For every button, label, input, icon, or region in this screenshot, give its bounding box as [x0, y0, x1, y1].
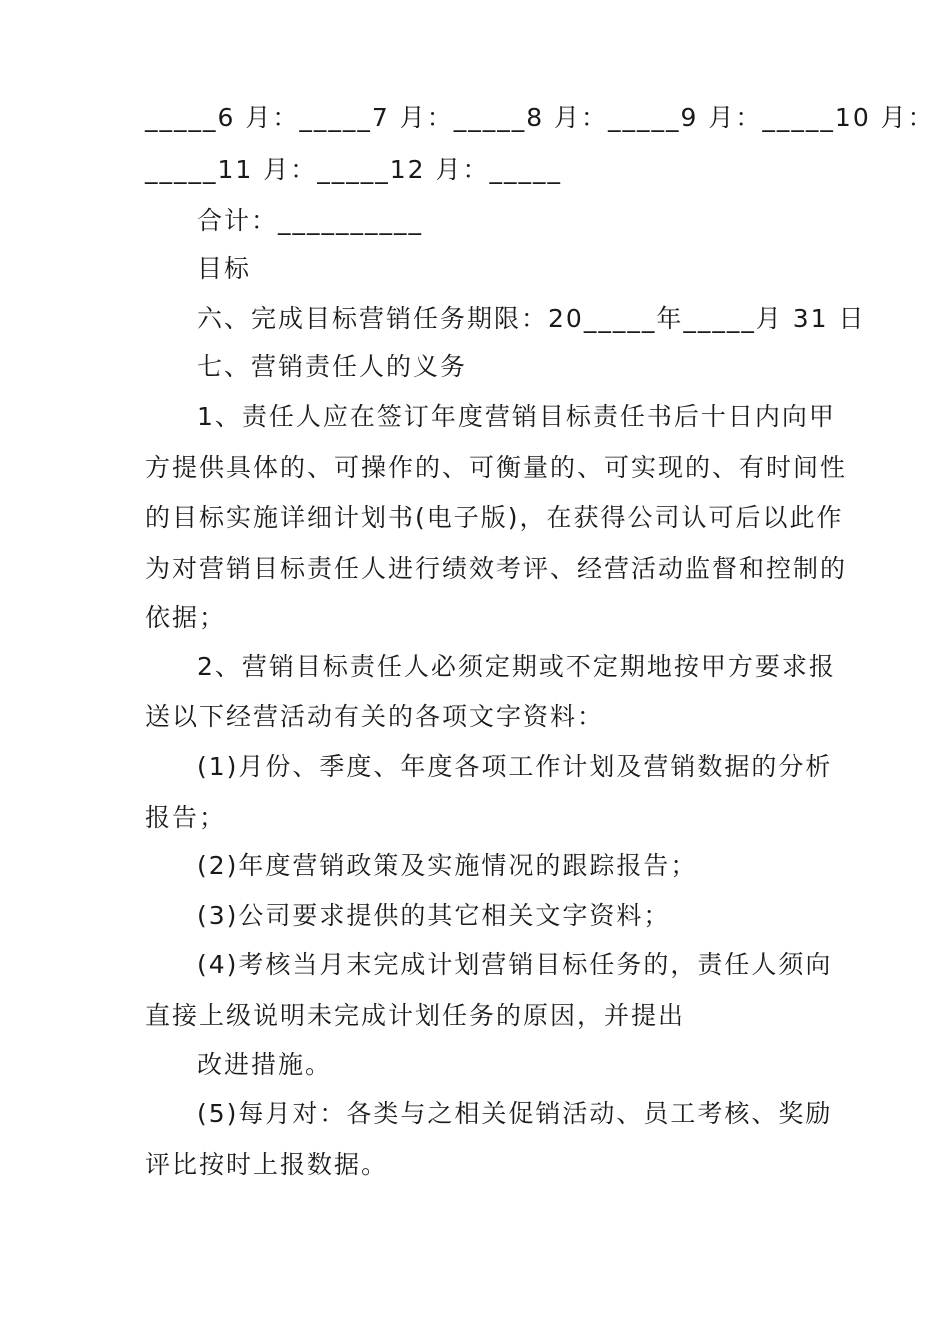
text-line: 依据；: [145, 603, 227, 632]
text-line: 直接上级说明未完成计划任务的原因，并提出: [145, 1001, 686, 1030]
text-line: 为对营销目标责任人进行绩效考评、经营活动监督和控制的: [145, 554, 848, 583]
text-line: 送以下经营活动有关的各项文字资料：: [145, 702, 605, 731]
section-heading: 七、营销责任人的义务: [197, 352, 468, 381]
text-line: _____11 月：_____12 月：_____: [145, 155, 563, 184]
text-line: 2、营销目标责任人必须定期或不定期地按甲方要求报: [197, 652, 836, 681]
list-item: (1)月份、季度、年度各项工作计划及营销数据的分析: [197, 752, 833, 781]
text-line: 改进措施。: [197, 1050, 333, 1079]
text-line: 合计：__________: [197, 206, 424, 235]
list-item: (3)公司要求提供的其它相关文字资料；: [197, 901, 671, 930]
list-item: (5)每月对：各类与之相关促销活动、员工考核、奖励: [197, 1099, 833, 1128]
text-line: 目标: [197, 254, 252, 283]
text-line: 六、完成目标营销任务期限：20_____年_____月 31 日: [197, 304, 866, 333]
list-item: (2)年度营销政策及实施情况的跟踪报告；: [197, 851, 698, 880]
text-line: _____6 月：_____7 月：_____8 月：_____9 月：_____10 月：: [145, 103, 935, 132]
text-line: 方提供具体的、可操作的、可衡量的、可实现的、有时间性: [145, 453, 848, 482]
list-item: (4)考核当月末完成计划营销目标任务的，责任人须向: [197, 950, 833, 979]
text-line: 的目标实施详细计划书(电子版)，在获得公司认可后以此作: [145, 503, 844, 532]
text-line: 1、责任人应在签订年度营销目标责任书后十日内向甲: [197, 402, 836, 431]
text-line: 评比按时上报数据。: [145, 1150, 389, 1179]
text-line: 报告；: [145, 803, 227, 832]
